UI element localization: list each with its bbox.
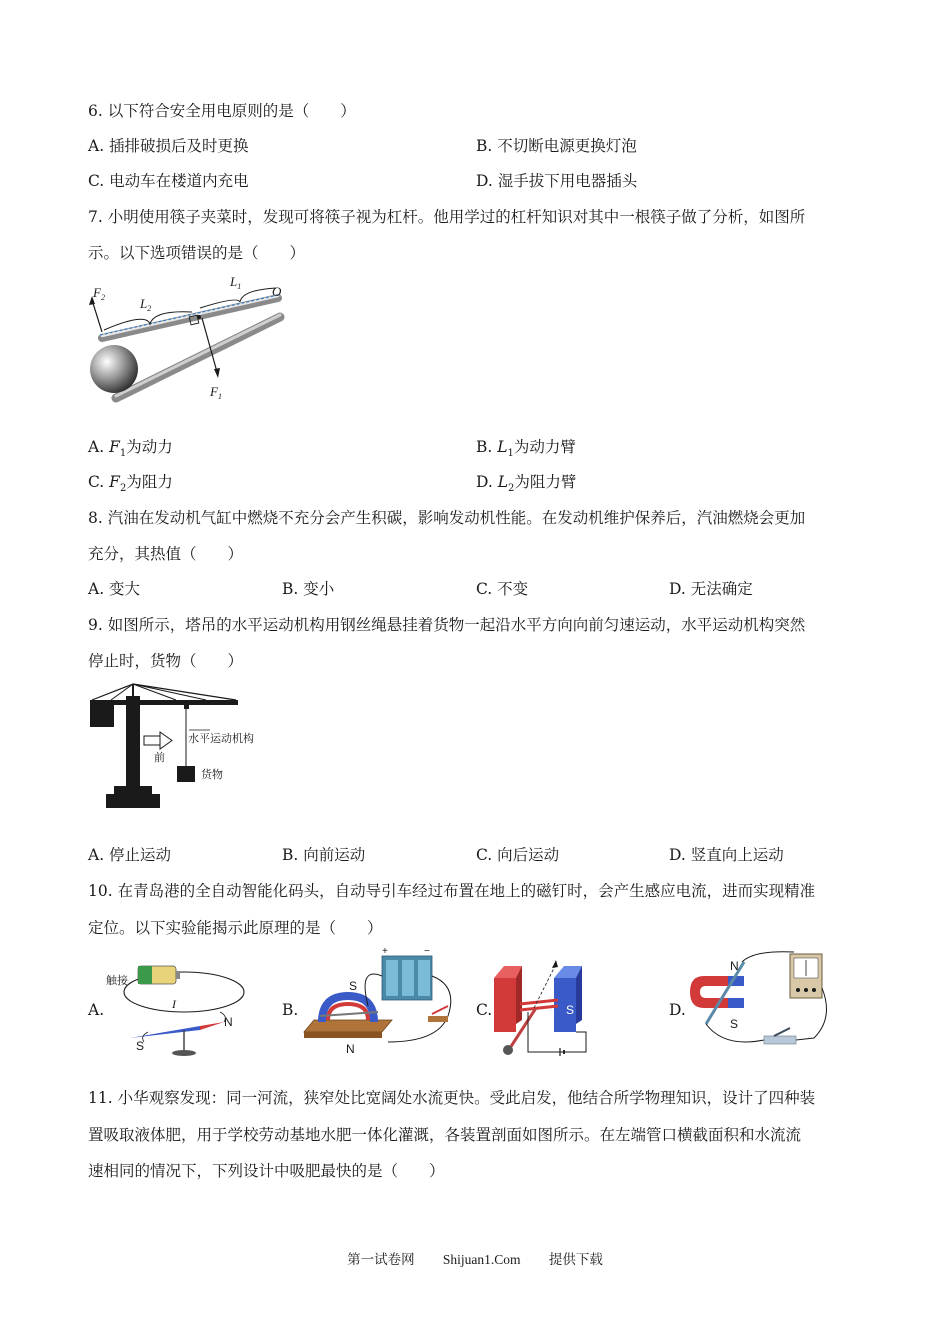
footer-site-name: 第一试卷网	[347, 1252, 415, 1268]
q8-option-a: A. 变大	[88, 580, 141, 598]
q9-option-b: B. 向前运动	[282, 846, 366, 864]
label-f1: $F_1$	[210, 384, 222, 401]
q6-stem: 6. 以下符合安全用电原则的是（ ）	[88, 102, 356, 120]
tower-crane-figure	[86, 682, 276, 816]
q6-option-a: A. 插排破损后及时更换	[88, 137, 249, 155]
footer-site-url[interactable]: Shijuan1.Com	[442, 1252, 521, 1267]
counterweight	[90, 705, 114, 727]
label-magnet-s: S	[349, 979, 358, 993]
label-pole-s: S	[566, 1003, 575, 1017]
label-compass-n: N	[224, 1015, 233, 1029]
q6-option-d: D. 湿手拔下用电器插头	[476, 172, 638, 190]
q7-option-a: A. $F_1$为动力	[88, 438, 173, 460]
label-f2: $F_2$	[93, 285, 105, 302]
label-touch: 触接	[106, 975, 128, 987]
electromagnetic-induction-figure	[684, 948, 834, 1056]
q7-option-c: C. $F_2$为阻力	[88, 473, 173, 495]
chopstick-lever-figure	[80, 272, 300, 412]
label-magnet-n: N	[346, 1042, 355, 1056]
q7-option-b: B. $L_1$为动力臂	[476, 438, 576, 460]
page-footer	[0, 1248, 950, 1268]
q9-option-c: C. 向后运动	[476, 846, 560, 864]
q10-option-a-letter: A.	[88, 1001, 105, 1019]
label-field-n: N	[730, 959, 739, 973]
q9-stem-line1: 9. 如图所示，塔吊的水平运动机构用钢丝绳悬挂着货物一起沿水平方向向前匀速运动，水平运动机构突然	[88, 616, 806, 634]
q9-stem-line2: 停止时，货物（ ）	[88, 652, 244, 670]
q8-option-d: D. 无法确定	[669, 580, 753, 598]
current-in-field-figure	[490, 956, 610, 1060]
q10-option-b-letter: B.	[282, 1001, 299, 1019]
label-o: O	[272, 284, 282, 299]
q10-option-d-letter: D.	[669, 1001, 686, 1019]
q6-option-b: B. 不切断电源更换灯泡	[476, 137, 637, 155]
food-ball	[90, 345, 138, 393]
q7-stem-line2: 示。以下选项错误的是（ ）	[88, 244, 306, 262]
svg-text:−: −	[424, 946, 430, 957]
q9-option-a: A. 停止运动	[88, 846, 172, 864]
label-compass-s: S	[136, 1039, 145, 1053]
cargo-block	[177, 766, 195, 782]
motor-experiment-figure	[298, 946, 468, 1056]
label-cargo: 货物	[201, 769, 223, 781]
q11-stem-line2: 置吸取液体肥，用于学校劳动基地水肥一体化灌溉，各装置剖面如图所示。在左端管口横截面积和水流流	[88, 1126, 802, 1144]
q11-stem-line1: 11. 小华观察发现：同一河流，狭窄处比宽阔处水流更快。受此启发，他结合所学物理知识，设计了四种装	[88, 1089, 816, 1107]
q7-stem-line1: 7. 小明使用筷子夹菜时，发现可将筷子视为杠杆。他用学过的杠杆知识对其中一根筷子做了分析，如图所	[88, 208, 806, 226]
label-l1: $L_1$	[230, 274, 242, 291]
oersted-experiment-figure	[104, 956, 254, 1060]
q10-stem-line1: 10. 在青岛港的全自动智能化码头，自动导引车经过布置在地上的磁钉时，会产生感应电流，进而实现精准	[88, 882, 816, 900]
label-field-s: S	[730, 1017, 739, 1031]
q9-option-d: D. 竖直向上运动	[669, 846, 784, 864]
q10-option-c-letter: C.	[476, 1001, 493, 1019]
label-l2: $L_2$	[140, 296, 152, 313]
label-front: 前	[154, 752, 165, 764]
label-mechanism: 水平运动机构	[188, 733, 254, 745]
q7-option-d: D. $L_2$为阻力臂	[476, 473, 577, 495]
footer-download-text: 提供下载	[548, 1252, 603, 1268]
label-current: I	[172, 997, 176, 1011]
q8-option-b: B. 变小	[282, 580, 335, 598]
q8-stem-line1: 8. 汽油在发动机气缸中燃烧不充分会产生积碳，影响发动机性能。在发动机维护保养后，汽油燃烧会更加	[88, 509, 806, 527]
q8-option-c: C. 不变	[476, 580, 529, 598]
q6-option-c: C. 电动车在楼道内充电	[88, 172, 249, 190]
svg-text:+: +	[382, 946, 388, 957]
q10-stem-line2: 定位。以下实验能揭示此原理的是（ ）	[88, 919, 383, 937]
q11-stem-line3: 速相同的情况下，下列设计中吸肥最快的是（ ）	[88, 1162, 445, 1180]
q8-stem-line2: 充分，其热值（ ）	[88, 545, 244, 563]
